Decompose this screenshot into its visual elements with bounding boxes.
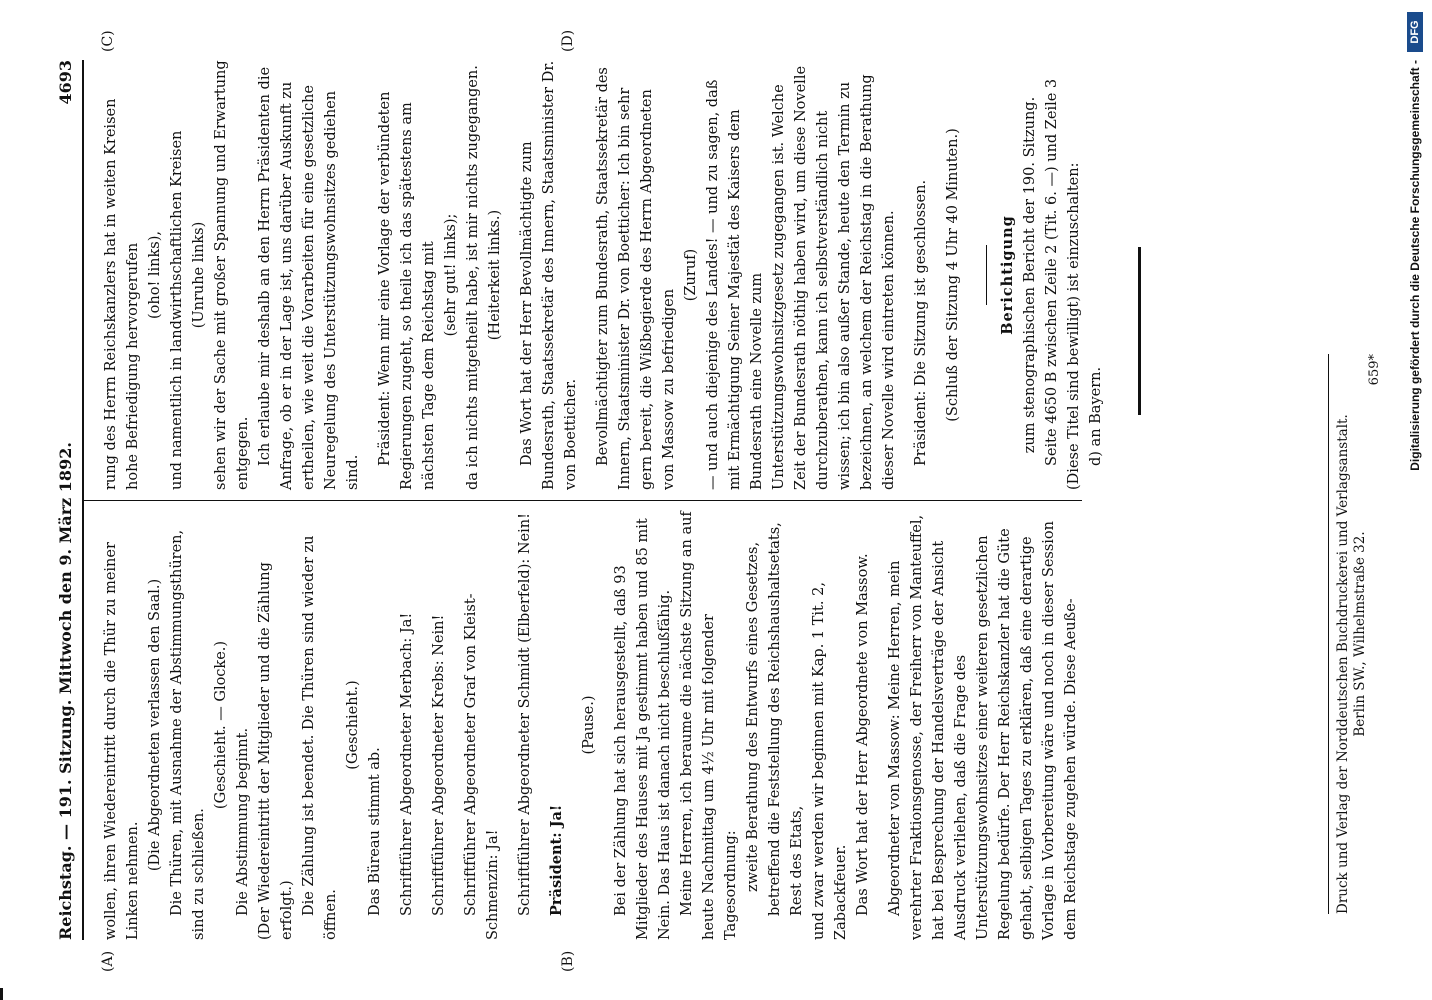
paragraph: Das Wort hat der Herr Abgeordnete von Massow.: [855, 553, 871, 916]
speaker-line: Schriftführer Abgeordneter Krebs: Nein!: [431, 614, 447, 916]
paragraph: und namentlich in landwirthschaftlichen Kreisen: [169, 130, 185, 490]
stage-direction: (Heiterkeit links.): [487, 209, 503, 341]
paragraph: rung des Herrn Reichskanzlers hat in weiten Kreisen hohe Befriedigung hervorgerufen: [103, 98, 141, 490]
imprint-line: Druck und Verlag der Norddeutschen Buchdruckerei und Verlagsanstalt.: [1335, 414, 1351, 914]
paragraph: Bei der Zählung hat sich herausgestellt, daß 93 Mitglieder des Hauses mit Ja gestimmt haben und 85 mit Nein. Das Haus ist danach nicht beschlußfähig.: [613, 518, 673, 940]
speaker-line: Schriftführer Abgeordneter Schmidt (Elberfeld): Nein!: [517, 513, 533, 916]
stage-direction: (Geschieht. — Glocke.): [213, 640, 229, 810]
stage-direction: (Schluß der Sitzung 4 Uhr 40 Minuten.): [945, 128, 961, 422]
stage-direction: (Unruhe links): [191, 221, 207, 329]
paragraph: wollen, ihren Wiedereintritt durch die Thür zu meiner Linken nehmen.: [103, 542, 141, 940]
dfg-credit: [1398, 0, 1432, 1000]
left-column: [100, 510, 1082, 940]
correction-text: d) an Bayern.: [1088, 366, 1104, 466]
margin-letter-d: (D): [560, 29, 576, 52]
agenda-item: zweite Berathung des Entwurfs eines Gesetzes, betreffend die Feststellung des Reichshaushaltsetats, Rest des Etats,: [745, 522, 805, 916]
paragraph: Die Thüren, mit Ausnahme der Abstimmungsthüren, sind zu schließen.: [169, 529, 207, 940]
paragraph: Meine Herren, ich beraume die nächste Sitzung an auf heute Nachmittag um 4½ Uhr mit folgender Tagesordnung:: [679, 511, 739, 940]
signature-number: 659*: [1367, 354, 1382, 386]
paragraph: Das Büreau stimmt ab.: [367, 747, 383, 916]
dfg-logo-icon: DFG: [1407, 12, 1423, 52]
speech: Präsident: Wenn mir eine Vorlage der verbündeten Regierungen zugeht, so theile ich das spätestens am nächsten Tage dem Reichstag mit: [377, 91, 437, 490]
paragraph: Die Zählung ist beendet. Die Thüren sind wieder zu öffnen.: [301, 535, 339, 940]
speaker-line: Schriftführer Abgeordneter Graf von Kleist-Schmenzin: Ja!: [463, 593, 501, 940]
imprint: [1328, 354, 1382, 914]
stage-direction: (Die Abgeordneten verlassen den Saal.): [147, 578, 163, 872]
paragraph: sehen wir der Sache mit großer Spannung und Erwartung entgegen.: [213, 60, 251, 490]
stray-rule: [1138, 247, 1141, 415]
stage-direction: (Pause.): [581, 695, 597, 755]
page-number: 4693: [56, 60, 75, 105]
speech: Abgeordneter von Massow: Meine Herren, mein verehrter Fraktionsgenosse, der Freiherr von Manteuffel, hat bei Besprechung der Handelsverträge der Ansicht Ausdruck verliehen, daß die Frage des Unterstützungswohnsitzes einer weiteren gesetzlichen Regelung bedürfe. Der Herr Reichskanzler hat die Güte gehabt, selbigen Tages zu erklären, daß eine derartige Vorlage in Vorbereitung wäre und noch in dieser Session dem Reichstage zugehen würde. Diese Aeuße-: [887, 514, 1079, 940]
imprint-line: Berlin SW., Wilhelmstraße 32.: [1352, 531, 1368, 737]
running-title: Reichstag. — 191. Sitzung. Mittwoch den 9. März 1892.: [56, 442, 75, 940]
speaker-line: Schriftführer Abgeordneter Merbach: Ja!: [399, 612, 415, 916]
dfg-credit-text: Digitalisierung gefördert durch die Deutsche Forschungsgemeinschaft -: [1408, 60, 1422, 471]
correction-text: Seite 4650 B zwischen Zeile 2 (Tit. 6. —) und Zeile 3 (Diese Titel sind bewilligt) ist einzuschalten:: [1044, 78, 1082, 490]
speech: — und auch diejenige des Landes! — und zu sagen, daß mit Ermächtigung Seiner Majestät des Kaisers dem Bundesrath eine Novelle zum Unterstützungswohnsitzgesetz zugegangen ist. Welche Zeit der Bundesrath nöthig haben wird, um diese Novelle durchzuberathen, kann ich selbstverständlich nicht wissen; ich bin also außer Stande, heute den Termin zu bezeichnen, an welchem der Reichstag in die Berathung dieser Novelle wird eintreten können.: [705, 65, 897, 490]
speaker-line: Präsident: Die Sitzung ist geschlossen.: [913, 179, 929, 466]
stage-direction: (Der Wiedereintritt der Mitglieder und die Zählung erfolgt.): [257, 562, 295, 940]
margin-letter-c: (C): [100, 30, 116, 52]
correction-subheading: zum stenographischen Bericht der 190. Sitzung.: [1022, 96, 1038, 454]
correction-heading: Berichtigung: [999, 215, 1016, 335]
margin-letter-a: (A): [100, 950, 116, 972]
paragraph: und zwar werden wir beginnen mit Kap. 1 Tit. 2, Zabackfeuer.: [811, 582, 849, 940]
paragraph: Ich erlaube mir deshalb an den Herrn Präsidenten die Anfrage, ob er in der Lage ist, uns darüber Auskunft zu ertheilen, wie weit die Vorarbeiten für eine gesetzliche Neuregelung des Unterstützungswohnsitzes gediehen sind.: [257, 66, 361, 490]
stage-direction: (oho! links),: [147, 231, 163, 319]
paragraph: da ich nichts mitgetheilt habe, ist mir nichts zugegangen.: [465, 65, 481, 490]
crop-mark: [0, 988, 3, 1000]
column-divider: [82, 500, 1082, 501]
stage-direction: (Geschieht.): [345, 680, 361, 770]
speech: Bevollmächtigter zum Bundesrath, Staatssekretär des Innern, Staatsminister Dr. von Boetticher: Ich bin sehr gern bereit, die Wißbegierde des Herrn Abgeordneten von Massow zu befriedigen: [595, 67, 677, 490]
stage-direction: (Zuruf): [683, 248, 699, 302]
stage-direction: (sehr gut! links);: [443, 213, 459, 337]
right-column: [100, 60, 1107, 490]
speaker-line: Präsident: Ja!: [548, 804, 565, 916]
paragraph: Das Wort hat der Herr Bevollmächtigte zum Bundesrath, Staatssekretär des Innern, Staatsminister Dr. von Boetticher.: [519, 60, 579, 490]
paragraph: Die Abstimmung beginnt.: [235, 727, 251, 916]
margin-letter-b: (B): [560, 950, 576, 972]
page-header: [56, 60, 76, 940]
